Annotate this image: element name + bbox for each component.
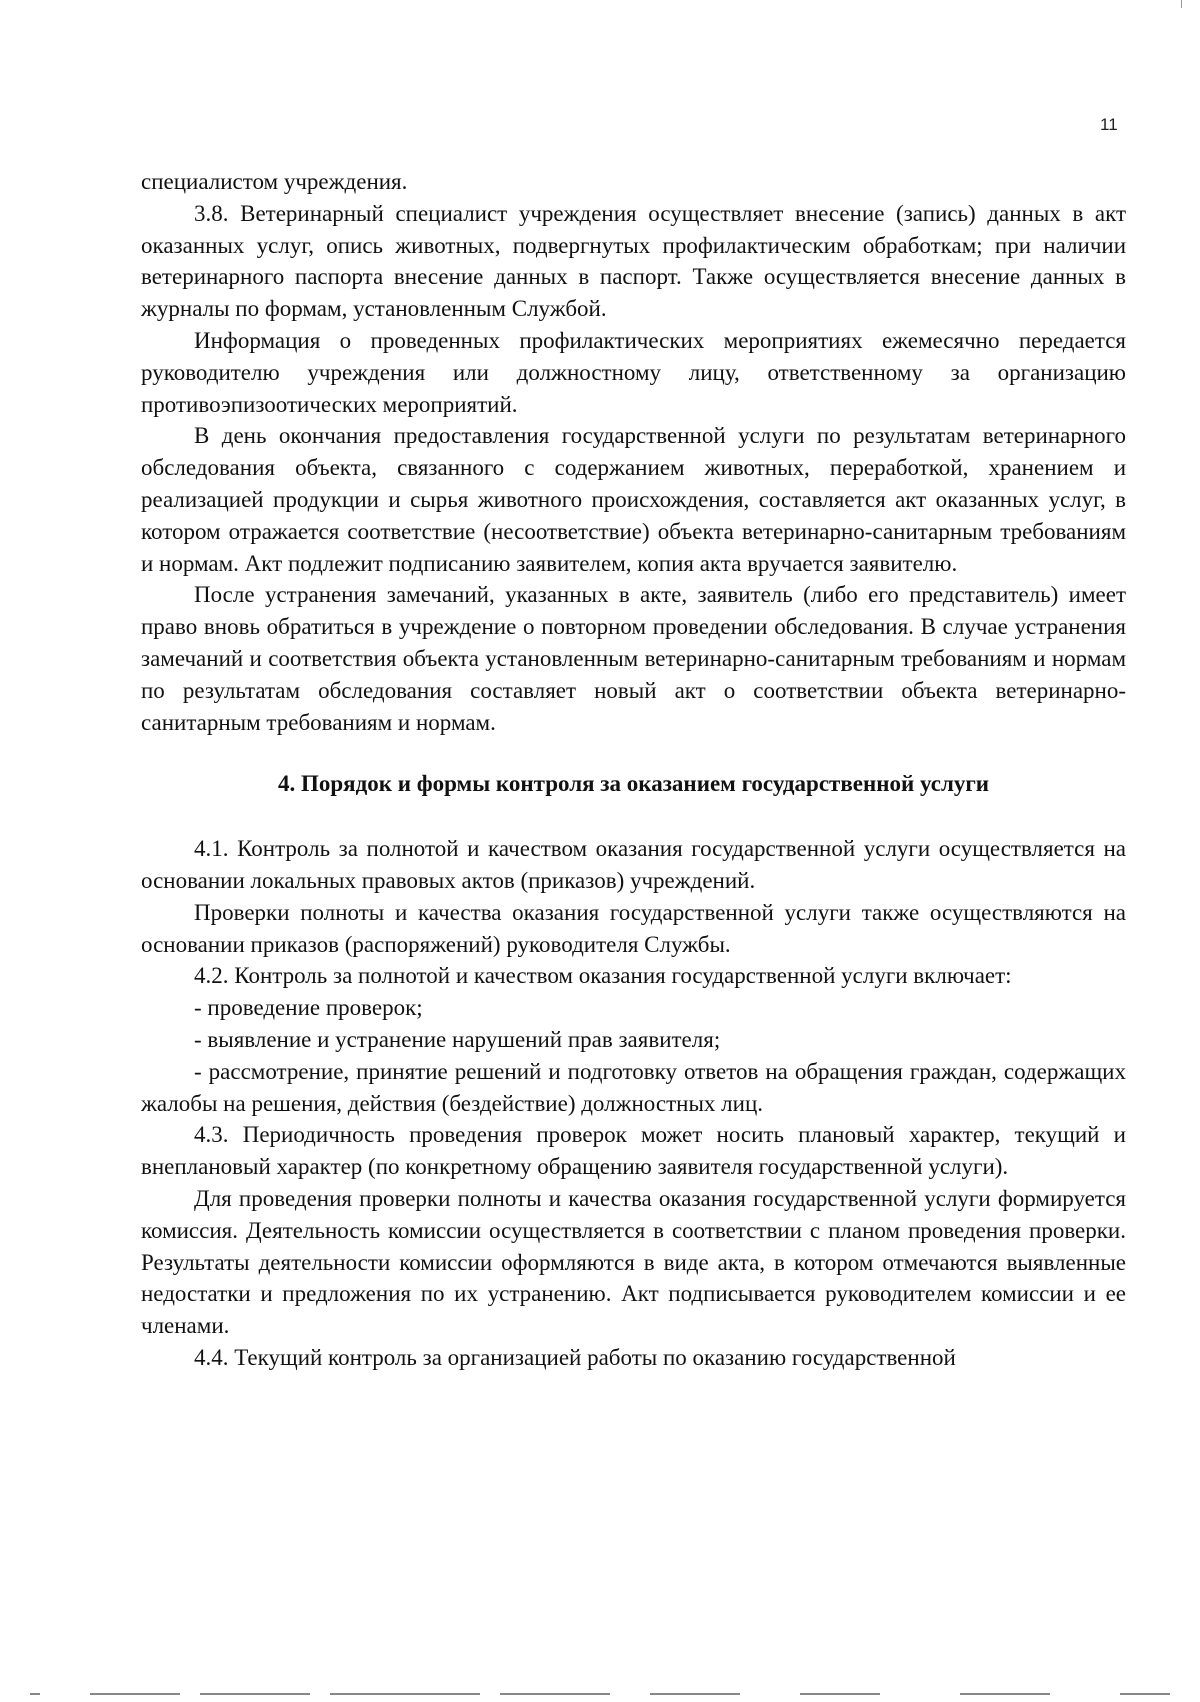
paragraph: После устранения замечаний, указанных в акте, заявитель (либо его представитель) имеет право вновь обратиться в учреждение о повторном проведении обследования. В случае устранения замечаний и соответствия объекта установленным ветеринарно-санитарным требованиям и нормам по результатам обследования составляет новый акт о соответствии объекта ветеринарно-санитарным требованиям и нормам. [141, 582, 1126, 735]
list-item: - проведение проверок; [194, 995, 423, 1021]
paragraph: Проверки полноты и качества оказания государственной услуги также осуществляются на основании приказов (распоряжений) руководителя Службы. [141, 899, 1126, 957]
paragraph: 4.3. Периодичность проведения проверок может носить плановый характер, текущий и внеплановый характер (по конкретному обращению заявителя государственной услуги). [141, 1122, 1126, 1180]
list-item: - выявление и устранение нарушений прав заявителя; [194, 1026, 721, 1052]
document-body [141, 166, 1126, 1374]
page-number: 11 [1100, 115, 1118, 134]
scan-edge-mark [1181, 0, 1182, 8]
paragraph: В день окончания предоставления государственной услуги по результатам ветеринарного обследования объекта, связанного с содержанием животных, переработкой, хранением и реализацией продукции и сырья животного происхождения, составляется акт оказанных услуг, в котором отражается соответствие (несоответствие) объекта ветеринарно-санитарным требованиям и нормам. Акт подлежит подписанию заявителем, копия акта вручается заявителю. [141, 423, 1126, 576]
paragraph: 4.1. Контроль за полнотой и качеством оказания государственной услуги осуществляется на основании локальных правовых актов (приказов) учреждений. [141, 836, 1126, 893]
section-heading: 4. Порядок и формы контроля за оказанием государственной услуги [277, 771, 990, 797]
paragraph: Для проведения проверки полноты и качества оказания государственной услуги формируется комиссия. Деятельность комиссии осуществляется в соответствии с планом проведения проверки. Результаты деятельности комиссии оформляются в виде акта, в котором отмечаются выявленные недостатки и предложения по их устранению. Акт подписывается руководителем комиссии и ее членами. [141, 1185, 1126, 1339]
paragraph: 4.4. Текущий контроль за организацией работы по оказанию государственной [194, 1344, 956, 1370]
list-item: - рассмотрение, принятие решений и подготовку ответов на обращения граждан, содержащих жалобы на решения, действия (бездействие) должностных лиц. [141, 1058, 1126, 1116]
paragraph: специалистом учреждения. [141, 169, 408, 194]
scan-bottom-marks [0, 1693, 1200, 1696]
paragraph: 4.2. Контроль за полнотой и качеством оказания государственной услуги включает: [194, 963, 1012, 989]
paragraph: Информация о проведенных профилактических мероприятиях ежемесячно передается руководителю учреждения или должностному лицу, ответственному за организацию противоэпизоотических мероприятий. [141, 327, 1126, 417]
paragraph: 3.8. Ветеринарный специалист учреждения осуществляет внесение (запись) данных в акт оказанных услуг, опись животных, подвергнутых профилактическим обработкам; при наличии ветеринарного паспорта внесение данных в паспорт. Также осуществляется внесение данных в журналы по формам, установленным Службой. [141, 200, 1126, 322]
